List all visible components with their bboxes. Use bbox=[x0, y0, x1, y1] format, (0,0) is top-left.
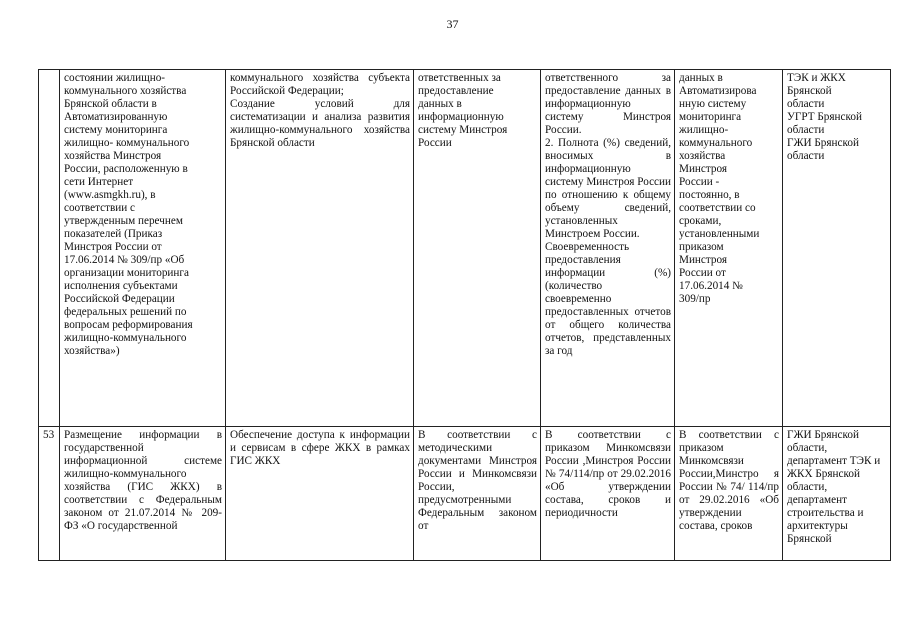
indicator-cell: В соответствии с приказом Минкомсвязи России ,Минстроя России № 74/114/пр от 29.02.2016 «Об утверждении состава, сроков и периодичности bbox=[541, 427, 675, 561]
table-row bbox=[39, 427, 891, 561]
page-number: 37 bbox=[446, 17, 459, 31]
event-description-cell: Размещение информации в государственной информационной системе жилищно-коммунального хозяйства (ГИС ЖКХ) в соответствии с Федеральным законом от 21.07.2014 № 209- ФЗ «О государственной bbox=[60, 427, 226, 561]
row-number-cell bbox=[39, 70, 60, 427]
deadline-cell: данных в Автоматизирова нную систему мониторинга жилищно- коммунального хозяйства Минстроя России - постоянно, в соответствии со сроками, установленными приказом Минстроя России от 17.06.2014 № 309/пр bbox=[675, 70, 783, 427]
deadline-cell: В соответствии с приказом Минкомсвязи России,Минстро я России № 74/ 114/пр от 29.02.2016 «Об утверждении состава, сроков bbox=[675, 427, 783, 561]
goal-cell: коммунального хозяйства субъекта Российской Федерации; Создание условий для систематизации и анализа развития жилищно-коммунального хозяйства Брянской области bbox=[226, 70, 414, 427]
method-cell: В соответствии с методическими документами Минстроя России и Минкомсвязи России, предусмотренными Федеральным законом от bbox=[414, 427, 541, 561]
event-description-cell: состоянии жилищно- коммунального хозяйства Брянской области в Автоматизированную систему мониторинга жилищно- коммунального хозяйства Минстроя России, расположенную в сети Интернет (www.asmgkh.ru), в соответствии с утвержденным перечнем показателей (Приказ Минстроя России от 17.06.2014 № 309/пр «Об организации мониторинга исполнения субъектами Российской Федерации федеральных решений по вопросам реформирования жилищно-коммунального хозяйства») bbox=[60, 70, 226, 427]
indicator-cell: ответственного за предоставление данных в информационную систему Минстроя России. 2. Полнота (%) сведений, вносимых в информационную систему Минстроя России по отношению к общему объему сведений, установленных Минстроем России. Своевременность предоставления информации (%) (количество своевременно предоставленных отчетов от общего количества отчетов, представленных за год bbox=[541, 70, 675, 427]
method-cell: ответственных за предоставление данных в информационную систему Минстроя России bbox=[414, 70, 541, 427]
table-row bbox=[39, 70, 891, 427]
goal-cell: Обеспечение доступа к информации и сервисам в сфере ЖКХ в рамках ГИС ЖКХ bbox=[226, 427, 414, 561]
plan-table bbox=[38, 69, 891, 561]
responsible-cell: ТЭК и ЖКХ Брянской области УГРТ Брянской области ГЖИ Брянской области bbox=[783, 70, 891, 427]
row-number-cell: 53 bbox=[39, 427, 60, 561]
responsible-cell: ГЖИ Брянской области, департамент ТЭК и ЖКХ Брянской области, департамент строительства и архитектуры Брянской bbox=[783, 427, 891, 561]
